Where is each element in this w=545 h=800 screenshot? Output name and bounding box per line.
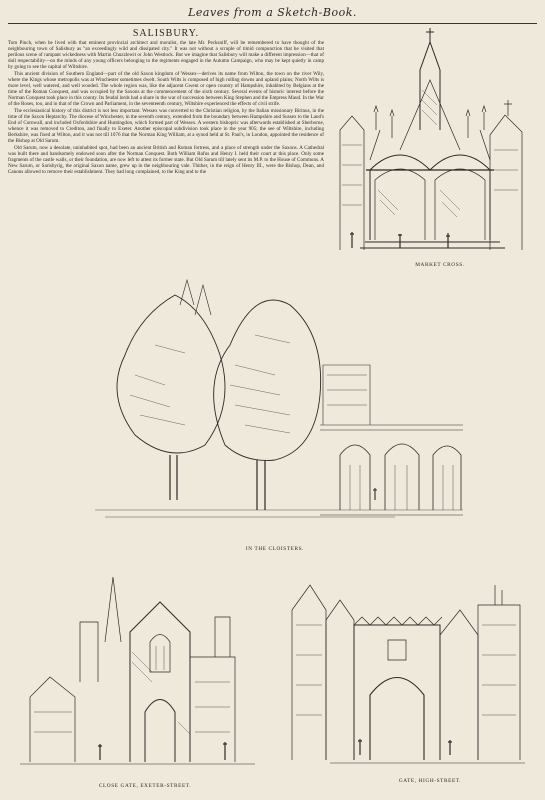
caption-market-cross: MARKET CROSS. [415, 262, 465, 268]
paragraph: This ancient division of Southern England—part of the old Saxon kingdom of Wessex—derives its name from Wilton, the town on the river Wily, where the Kings whose metropolis was at Winchester sometimes dwelt. South Wilts is composed of high rolling downs and upland plains; North Wilts is more level, well watered, and well wooded. The whole region was, like the adjacent Gwent or open country of Hampshire, inhabited by Belgians at the time of the Roman Conquest, and was occupied by the Saxons at the commencement of the sixth century. Several events of historic interest before the Norman Conquest took place in this county. Its feudal lords had a share in the war of succession between King Stephen and the Empress Maud. In the War of the Roses, too, and in that of the Crown and Parliament, in the seventeenth century, Wiltshire experienced the effects of civil strife. [8, 70, 324, 108]
article-body [8, 40, 324, 250]
article-title: SALISBURY. [132, 28, 200, 39]
paragraph: Tom Pinch, when he lived with that eminent provincial architect and moralist, the late Mr. Pecksniff, will be remembered to have thought of the neighbouring town of Salisbury as "an exceedingly wild and dissipated city." It was not without a scruple of timid compunction that he visited that perilous scene of rampant wickedness with Martin Chuzzlewit or John Westlock. But we imagine that Salisbury will make a different impression—that of dull respectability—on the minds of any young officers belonging to the regiments engaged in the Autumn Campaign, who may be kept quietly in camp by going to see the capital of Wiltshire. [8, 40, 324, 71]
caption-high-street-gate: GATE, HIGH-STREET. [398, 778, 462, 784]
paragraph: The ecclesiastical history of this district is not less important. Wessex was converted to the Christian religion, by the Italian missionary Birinus, in the time of the Saxon Heptarchy. The diocese of Winchester, in the seventh century, extended from the boundary between Hampshire and Sussex to the Land's End of Cornwall, and included Oxfordshire and Huntingdon, which formed part of Wessex. A western bishopric was afterwards established at Sherborne, whence it was removed to Crediton, and finally to Exeter. Another episcopal subdivision took place in the year 905; the see of Wiltshire, including Berkshire, was fixed at Wilton, and it was not till 1076 that the Norman King William, at a synod held at St. Paul's, in London, appointed the residence of the Bishop at Old Sarum. [8, 107, 324, 144]
market-cross-engraving [330, 20, 540, 260]
close-gate-engraving [20, 562, 260, 777]
caption-cloisters: IN THE CLOISTERS. [245, 546, 305, 552]
cloisters-engraving [95, 275, 465, 530]
caption-close-gate: CLOSE GATE, EXETER-STREET. [98, 783, 192, 789]
paragraph: Old Sarum, now a desolate, uninhabited spot, had been an ancient British and Roman fortress, and a place of strength under the Saxons. A Cathedral was built there and handsomely endowed soon after the Norman Conquest. Both William Rufus and Henry I. held their court at this place. Only some fragments of the castle walls, or their foundation, are now left to attest its former state. But Old Sarum till lately sent its M.P. to the House of Commons. A New Sarum, or Sarisbyrig, the original Saxon name, grew up in the neighbouring vale. Thither, in the reign of Henry III., were the Bishop, Dean, and Canons allowed to remove their establishment. They had long complained, to the King and to the [8, 144, 324, 175]
high-street-gate-engraving [290, 565, 530, 765]
page-header: Leaves from a Sketch-Book. [188, 6, 357, 19]
